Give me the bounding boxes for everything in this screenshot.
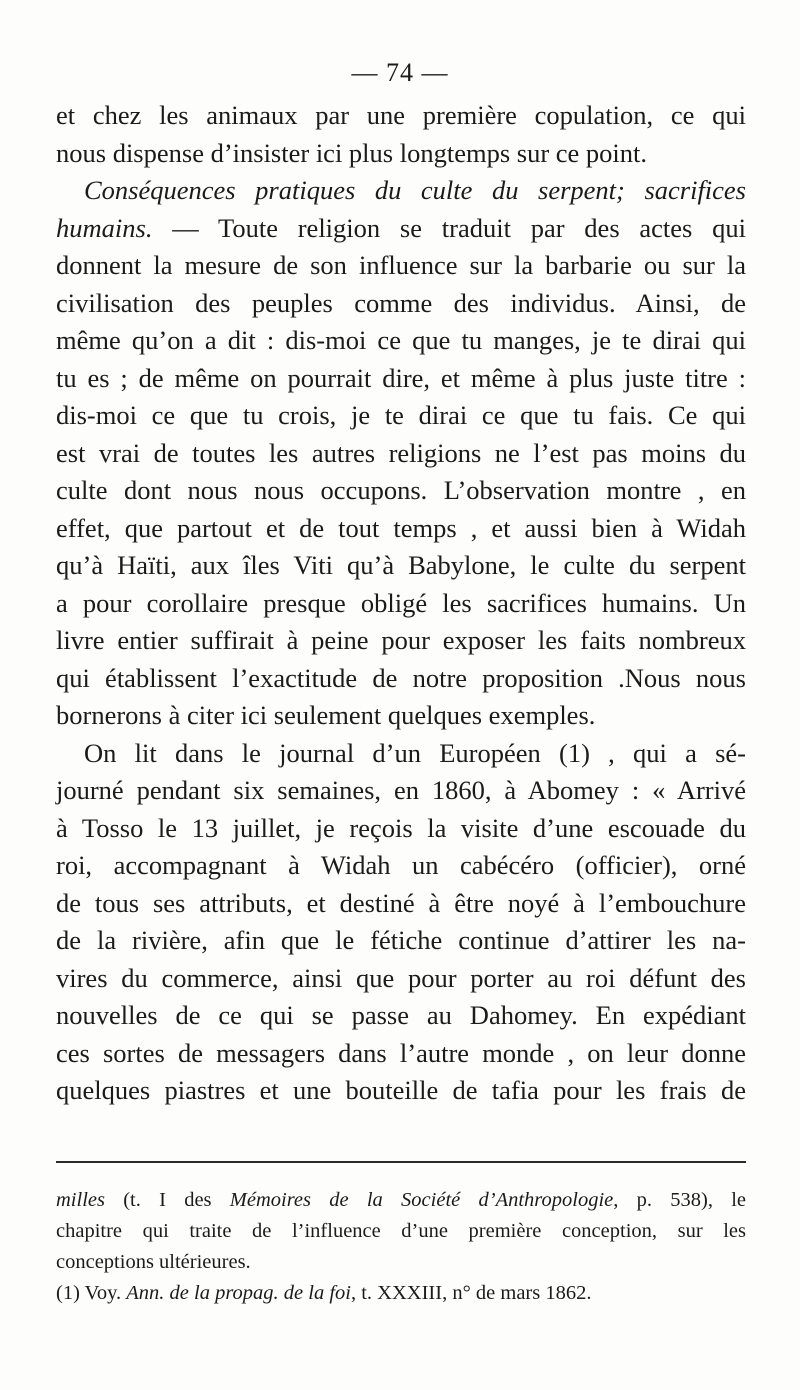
text-line: de tous ses attributs, et destiné à être noyé à l’embouchure (56, 887, 746, 918)
text-line: qu’à Haïti, aux îles Viti qu’à Babylone, le culte du serpent (56, 550, 746, 580)
footnote-fragment: Mémoires de la Société d’Anthropologie (229, 1189, 614, 1211)
text-line: à Tosso le 13 juillet, je reçois la visite d’une escouade du (56, 812, 746, 843)
text-line: effet, que partout et de tout temps , et aussi bien à Widah (56, 512, 746, 543)
text-line: journé pendant six semaines, en 1860, à Abomey : « Arrivé (56, 775, 746, 805)
text-line (56, 210, 746, 248)
footnote-line: chapitre qui traite de l’influence d’une première conception, sur les (56, 1220, 746, 1242)
footnote-fragment: , t. XXXIII, n° de mars 1862. (350, 1282, 592, 1304)
text-line: vires du commerce, ainsi que pour porter au roi défunt des (56, 962, 746, 993)
text-line: livre entier suffirait à peine pour exposer les faits nombreux (56, 625, 746, 655)
section-heading: Conséquences pratiques du culte du serpent; sacrifices (84, 175, 746, 205)
text-line: ces sortes de messagers dans l’autre monde , on leur donne (56, 1037, 746, 1068)
footnote-line: conceptions ultérieures. (56, 1251, 251, 1273)
section-heading-line (56, 172, 746, 210)
text-line: tu es ; de même on pourrait dire, et même à plus juste titre : (56, 362, 746, 393)
footnote-fragment: (1) Voy. (56, 1282, 127, 1304)
text-line: civilisation des peuples comme des individus. Ainsi, de (56, 287, 746, 318)
text-line: On lit dans le journal d’un Européen (1) , qui a sé- (84, 737, 746, 768)
text-line: nous dispense d’insister ici plus longtemps sur ce point. (56, 137, 648, 168)
text-line: de la rivière, afin que le fétiche continue d’attirer les na- (56, 925, 746, 955)
text-line: qui établissent l’exactitude de notre proposition .Nous nous (56, 662, 746, 693)
text-line: dis-moi ce que tu crois, je te dirai ce que tu fais. Ce qui (56, 400, 746, 430)
footnote-fragment: (t. I des (104, 1189, 230, 1211)
text-line: bornerons à citer ici seulement quelques exemples. (56, 700, 596, 730)
section-heading-cont: humains. (56, 212, 153, 243)
footnote-divider (56, 1161, 746, 1163)
text-line: est vrai de toutes les autres religions ne l’est pas moins du (56, 437, 746, 468)
page-number: — 74 — (351, 58, 449, 87)
footnotes (56, 1185, 746, 1309)
footnote-fragment: Ann. de la propag. de la foi (126, 1282, 351, 1304)
text-line: et chez les animaux par une première copulation, ce qui (56, 100, 746, 130)
text-fragment: — Toute religion se traduit par des actes qui (152, 212, 746, 243)
text-line: a pour corollaire presque obligé les sacrifices humains. Un (56, 587, 746, 618)
footnote-fragment: milles (56, 1189, 105, 1211)
text-line: culte dont nous nous occupons. L’observation montre , en (56, 475, 746, 505)
text-line: même qu’on a dit : dis-moi ce que tu manges, je te dirai qui (56, 325, 746, 355)
footnote-line (56, 1185, 746, 1216)
main-text (56, 97, 746, 1110)
text-line: roi, accompagnant à Widah un cabécéro (officier), orné (56, 850, 746, 880)
text-line: donnent la mesure de son influence sur la barbarie ou sur la (56, 250, 746, 280)
footnote-line (56, 1278, 746, 1309)
text-line: quelques piastres et une bouteille de tafia pour les frais de (56, 1075, 746, 1105)
footnote-fragment: , p. 538), le (613, 1189, 747, 1211)
text-line: nouvelles de ce qui se passe au Dahomey. En expédiant (56, 1000, 746, 1030)
